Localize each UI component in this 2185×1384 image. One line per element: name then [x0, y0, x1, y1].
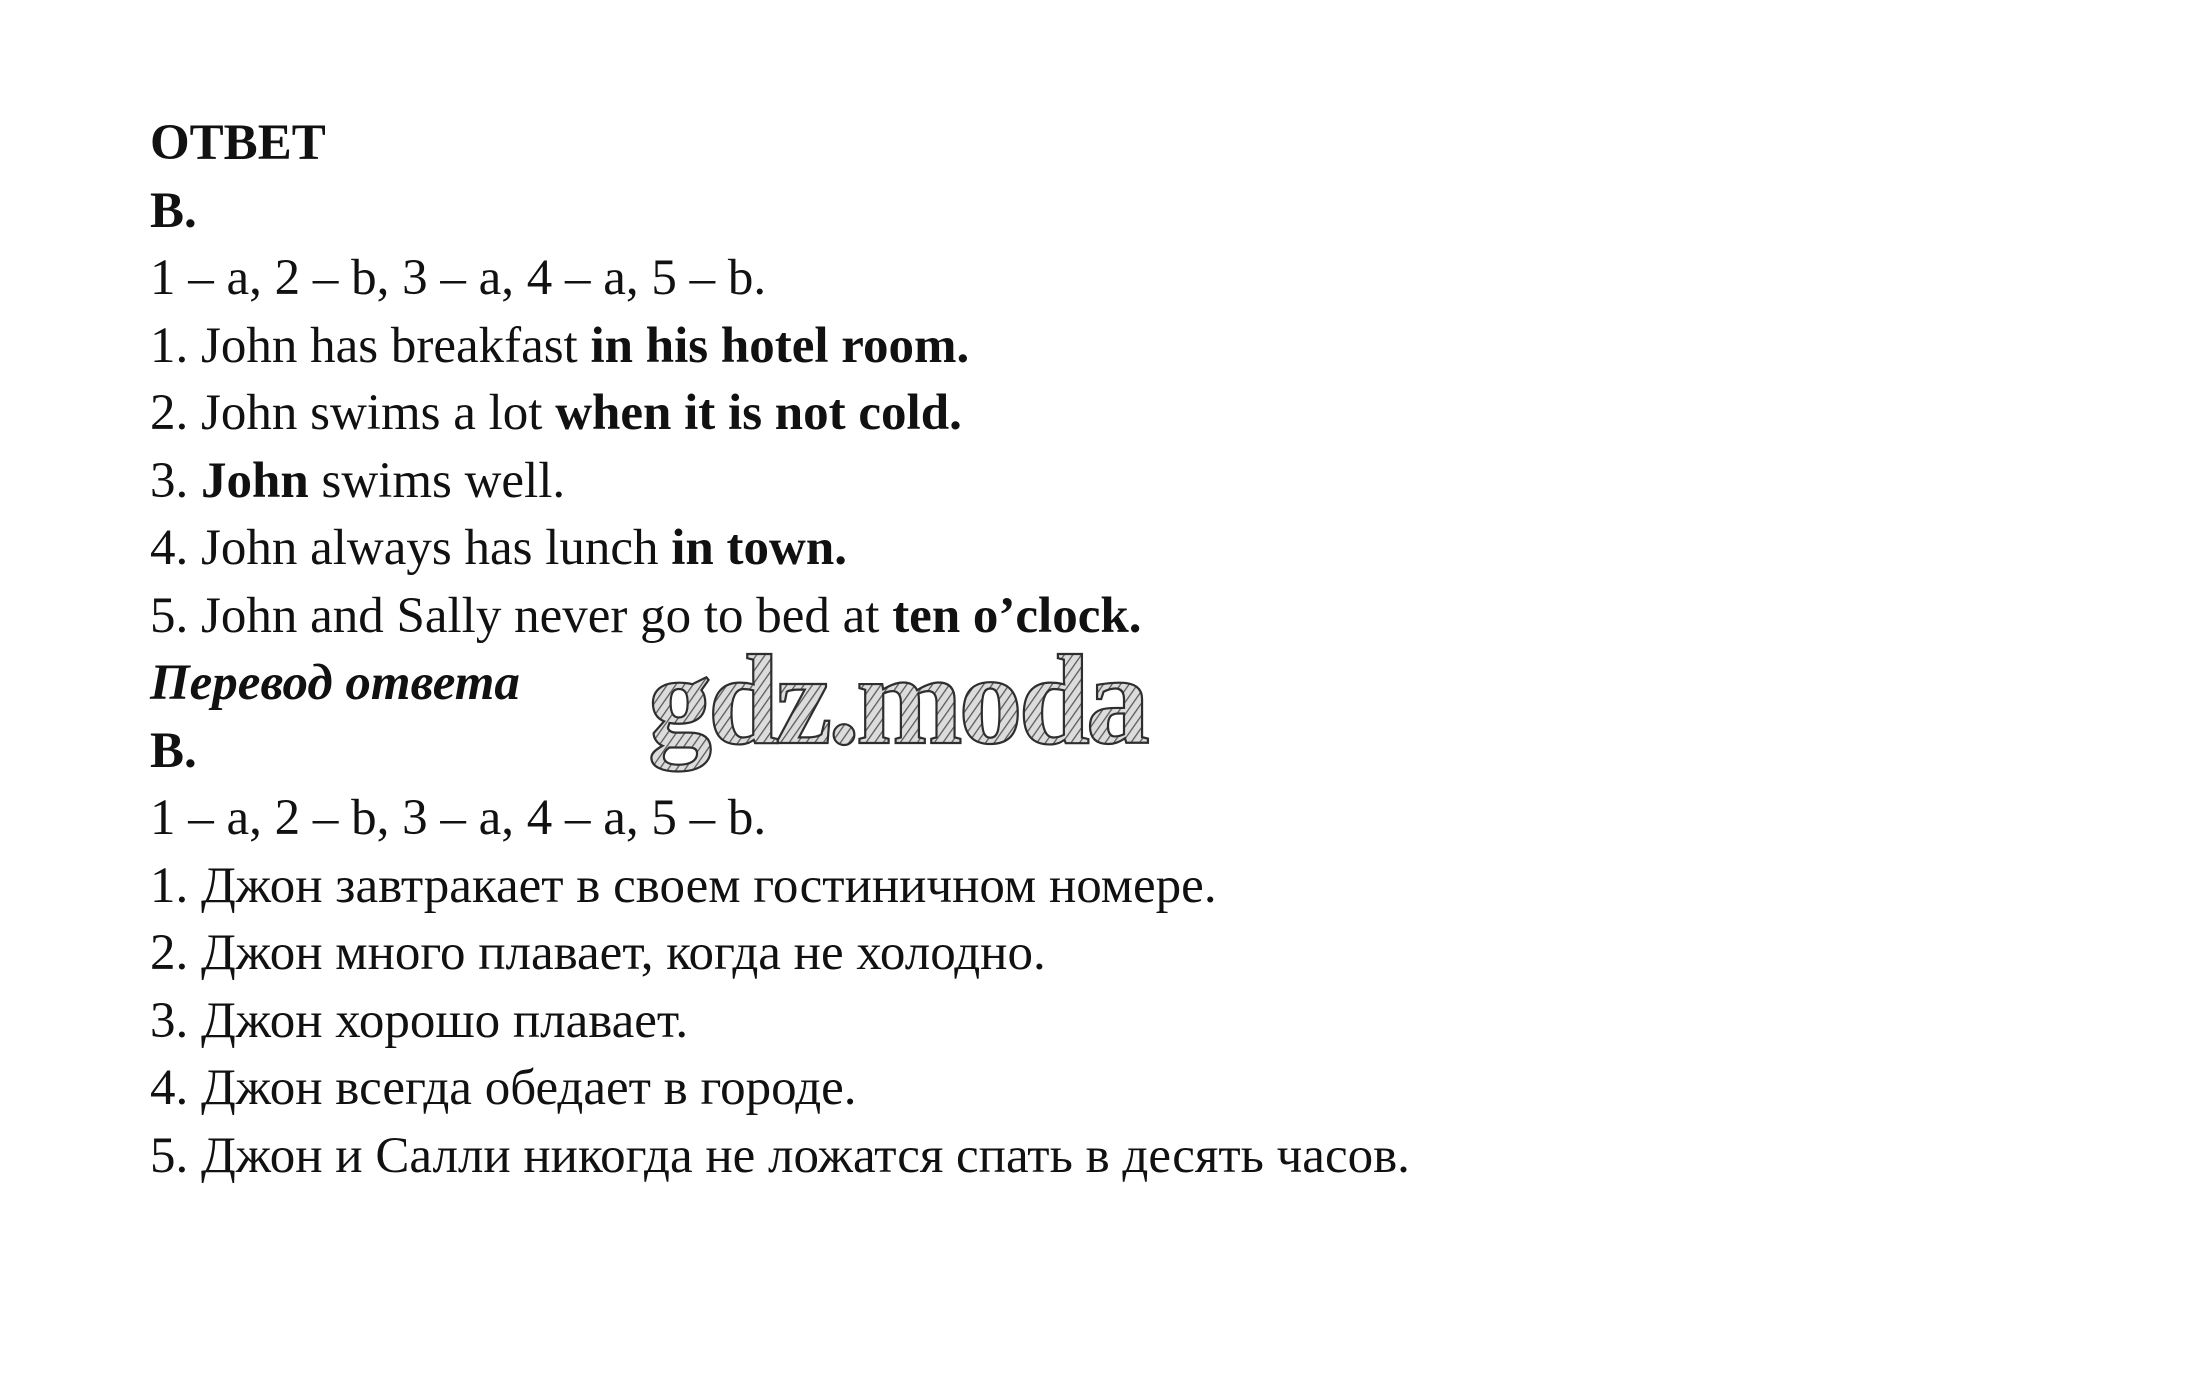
sentence-text: John and Sally never go to bed at: [201, 587, 893, 644]
translation-section-label: B.: [150, 722, 197, 779]
translation-5: 5. Джон и Салли никогда не ложатся спать в десять часов.: [150, 1127, 1410, 1184]
translation-heading: Перевод ответа: [150, 655, 520, 711]
sentence-number: 4.: [150, 520, 201, 576]
sentence-text: John swims a lot: [201, 385, 556, 441]
sentence-number: 2.: [150, 385, 201, 441]
answer-heading: ОТВЕТ: [150, 115, 326, 171]
sentence-text: John always has lunch: [201, 520, 672, 576]
sentence-number: 5.: [150, 587, 201, 644]
sentence-number: 3.: [150, 452, 201, 509]
sentence-3: [150, 448, 2050, 516]
watermark-logo: [640, 625, 1280, 795]
translation-1: 1. Джон завтракает в своем гостиничном номере.: [150, 857, 1217, 914]
sentence-bold-text: in his hotel room.: [590, 317, 970, 374]
translation-3: 3. Джон хорошо плавает.: [150, 992, 689, 1049]
sentence-text-after: swims well.: [308, 452, 566, 509]
sentence-2: [150, 380, 2050, 448]
sentence-bold-text: in town.: [671, 520, 847, 576]
translation-2: 2. Джон много плавает, когда не холодно.: [150, 925, 1046, 981]
sentence-1: [150, 313, 2050, 381]
watermark-text: gdz.moda: [648, 629, 1146, 771]
sentence-bold-text: John: [201, 452, 309, 509]
sentence-4: [150, 515, 2050, 583]
sentence-bold-text: when it is not cold.: [555, 385, 962, 441]
section-label: B.: [150, 182, 197, 239]
sentence-text: John has breakfast: [201, 317, 591, 374]
translation-answers-key: 1 – a, 2 – b, 3 – a, 4 – a, 5 – b.: [150, 790, 767, 846]
sentence-bold-text: ten o’clock.: [892, 587, 1142, 644]
answers-key: 1 – a, 2 – b, 3 – a, 4 – a, 5 – b.: [150, 250, 767, 306]
sentence-number: 1.: [150, 317, 201, 374]
translation-4: 4. Джон всегда обедает в городе.: [150, 1060, 857, 1116]
